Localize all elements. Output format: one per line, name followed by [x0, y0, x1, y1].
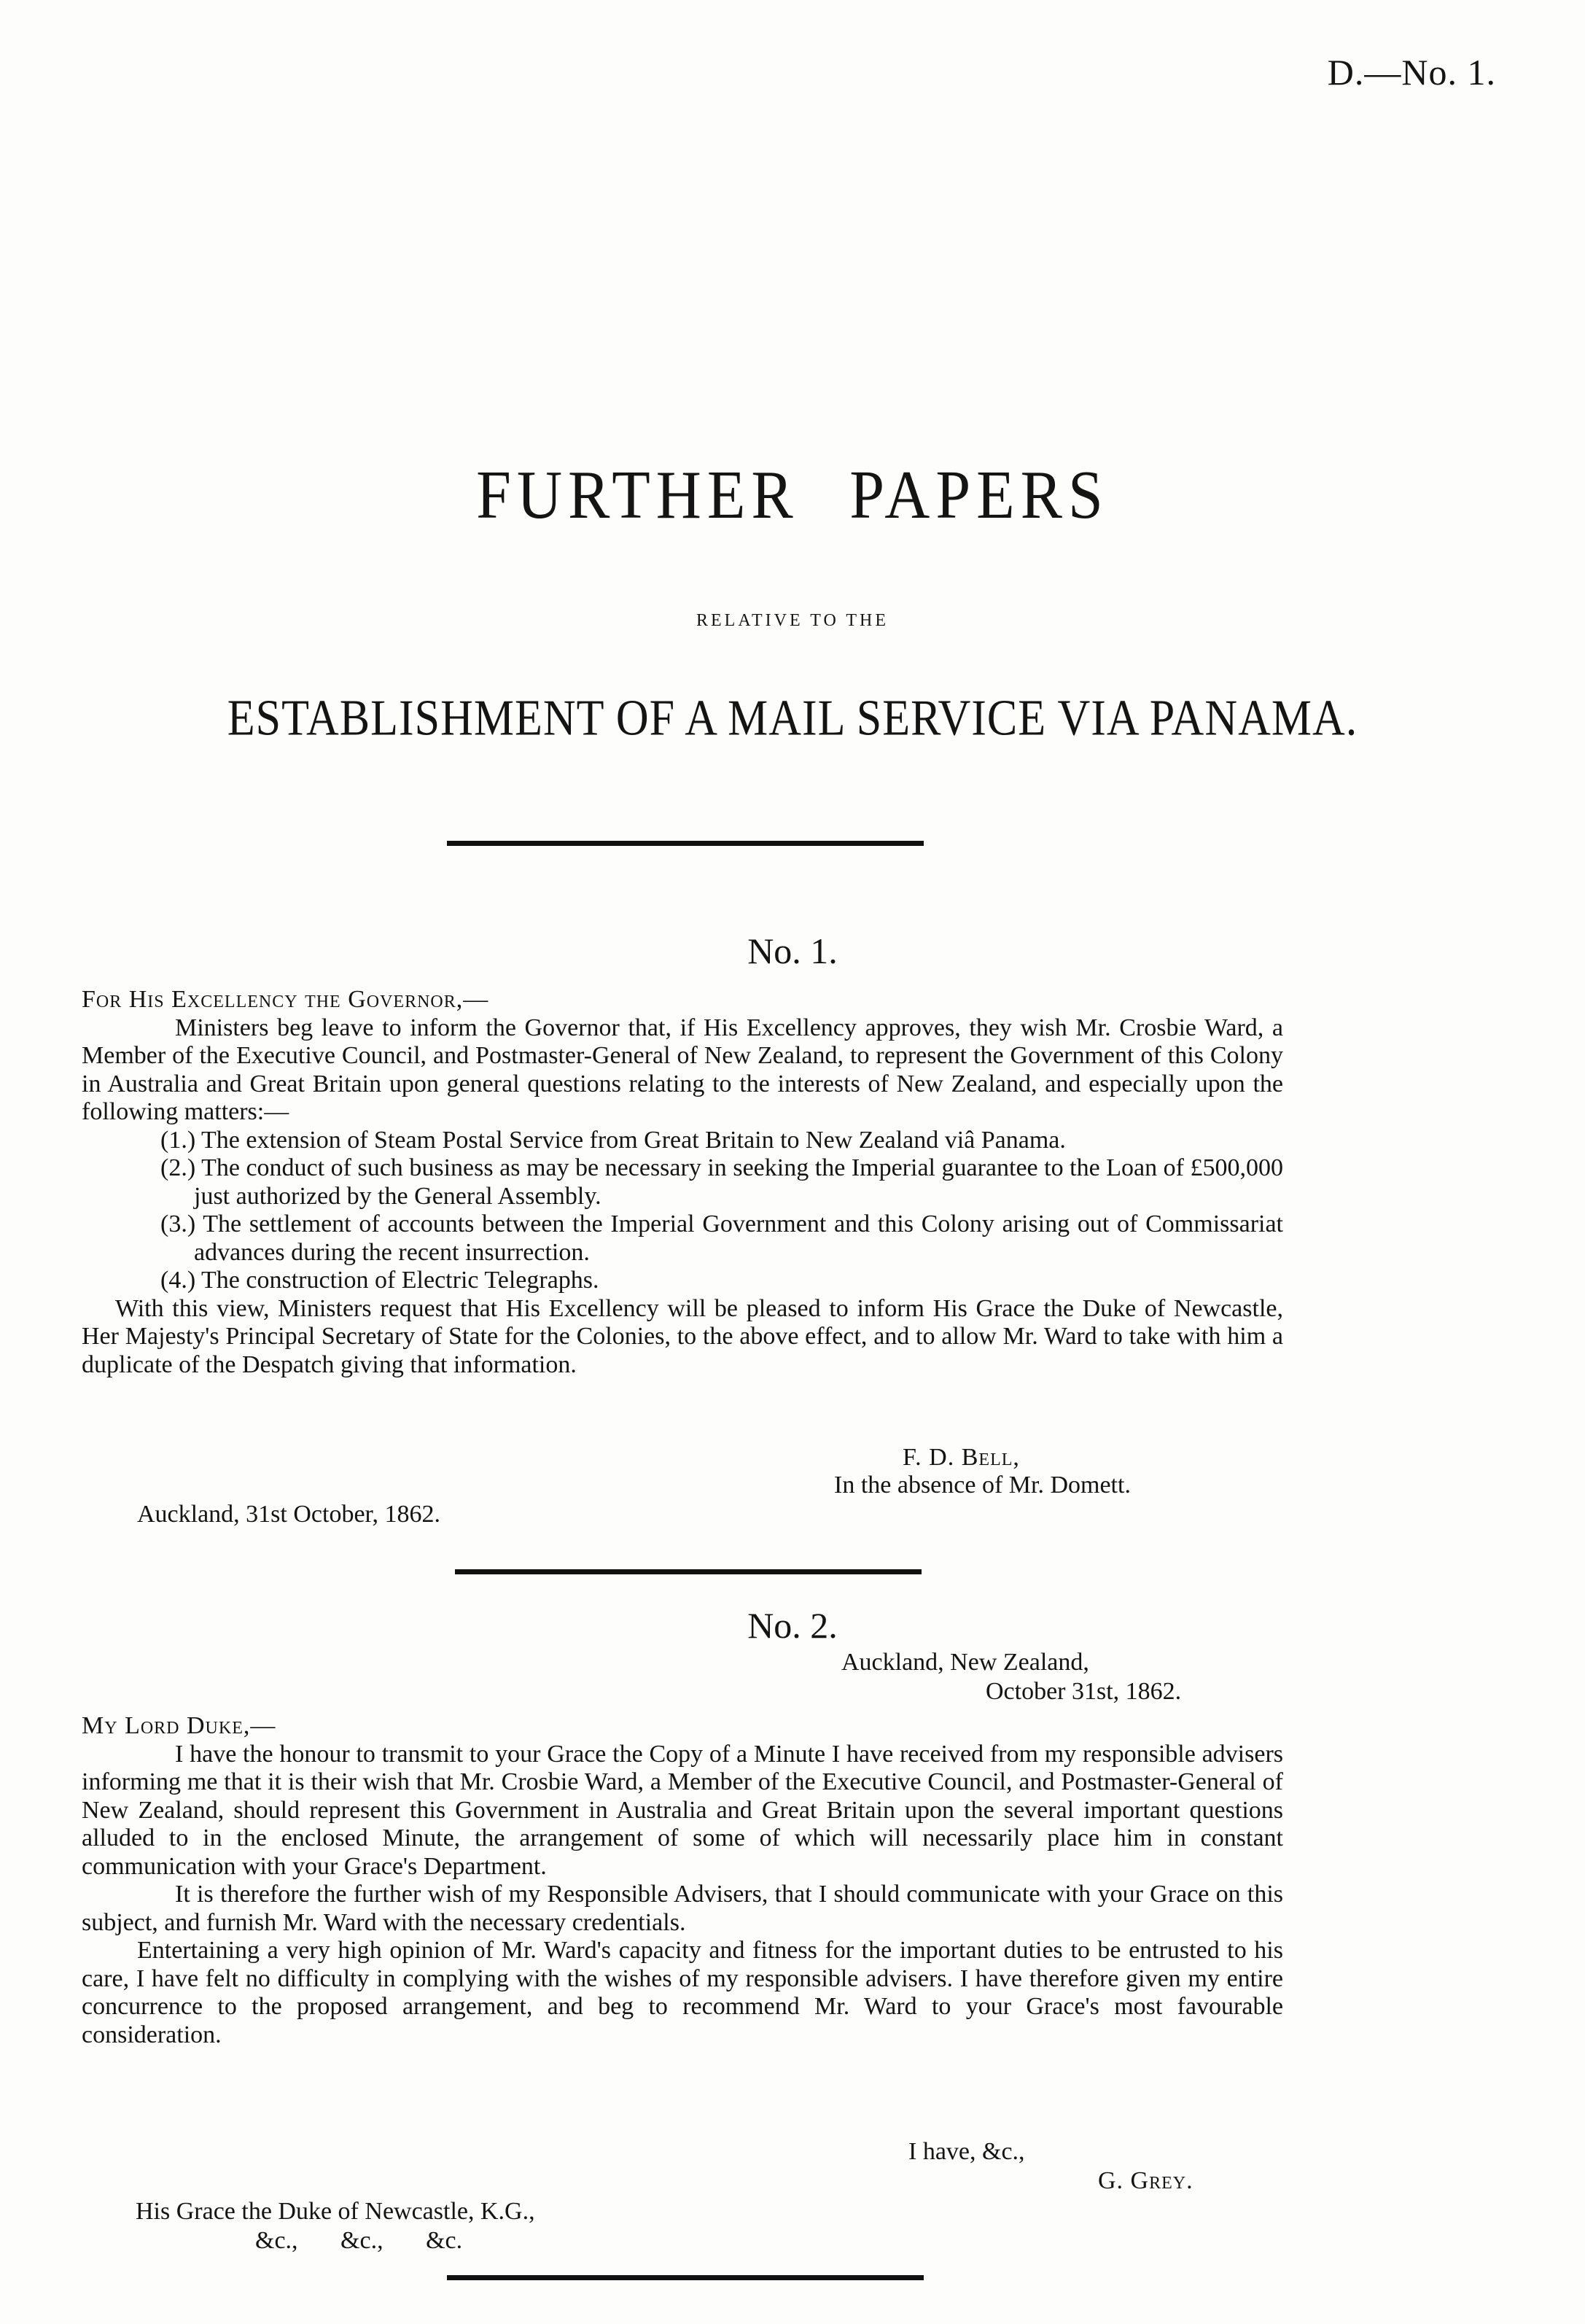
divider-rule [447, 841, 924, 846]
doc2-address-line-1: Auckland, New Zealand, [841, 1649, 1089, 1676]
doc2-paragraph-1: I have the honour to transmit to your Grace the Copy of a Minute I have received from my responsible advisers informing me that it is their wish that Mr. Crosbie Ward, a Member of the Executive Council, and Postmaster-General of New Zealand, should represent this Government in Australia and Great Britain upon the several important questions alluded to in the enclosed Minute, the arrangement of some of which will necessarily place him in constant communication with your Grace's Department. [82, 1740, 1283, 1880]
doc2-body [82, 1712, 1283, 2049]
doc1-signature-note: In the absence of Mr. Domett. [834, 1472, 1131, 1499]
list-item: (4.) The construction of Electric Telegraphs. [160, 1267, 599, 1294]
doc1-body [82, 986, 1283, 1379]
list-item: (3.) The settlement of accounts between the Imperial Government and this Colony arising out of Commissariat advances during the recent insurrection. [160, 1210, 1283, 1266]
doc1-paragraph-2: With this view, Ministers request that His Excellency will be pleased to inform His Grace the Duke of Newcastle, Her Majesty's Principal Secretary of State for the Colonies, to the above effect, and to allow Mr. Ward to take with him a duplicate of the Despatch giving that information. [82, 1294, 1283, 1378]
list-item: (1.) The extension of Steam Postal Service from Great Britain to New Zealand viâ Panama. [160, 1126, 1066, 1154]
doc1-salutation: For His Excellency the Governor,— [82, 986, 489, 1013]
document-reference: D.—No. 1. [1327, 52, 1496, 93]
list-item: (2.) The conduct of such business as may be necessary in seeking the Imperial guarantee to the Loan of £500,000 just authorized by the General Assembly. [160, 1154, 1283, 1210]
doc2-address-line-2: October 31st, 1862. [986, 1678, 1182, 1705]
divider-rule [447, 2275, 924, 2280]
doc1-number: No. 1. [747, 930, 838, 971]
doc2-signature: G. Grey. [1098, 2167, 1193, 2194]
doc2-recipient-line-2: &c., &c., &c. [255, 2227, 463, 2254]
doc1-matters-list [82, 1127, 1283, 1295]
doc2-recipient-line-1: His Grace the Duke of Newcastle, K.G., [136, 2198, 535, 2225]
doc1-signature-name: F. D. Bell, [903, 1444, 1020, 1471]
page-subtitle: ESTABLISHMENT OF A MAIL SERVICE VIA PANAMA. [227, 690, 1358, 747]
page-title: FURTHER PAPERS [476, 456, 1109, 533]
doc1-paragraph-1: Ministers beg leave to inform the Governor that, if His Excellency approves, they wish Mr. Crosbie Ward, a Member of the Executive Council, and Postmaster-General of New Zealand, to represent the Government of this Colony in Australia and Great Britain upon general questions relating to the interests of New Zealand, and especially upon the following matters:— [82, 1014, 1283, 1125]
doc2-paragraph-3: Entertaining a very high opinion of Mr. Ward's capacity and fitness for the important duties to be entrusted to his care, I have felt no difficulty in complying with the wishes of my responsible advisers. I have therefore given my entire concurrence to the proposed arrangement, and beg to recommend Mr. Ward to your Grace's most favourable consideration. [82, 1937, 1283, 2048]
doc2-salutation: My Lord Duke,— [82, 1712, 276, 1739]
doc2-paragraph-2: It is therefore the further wish of my Responsible Advisers, that I should communicate with your Grace on this subject, and furnish Mr. Ward with the necessary credentials. [82, 1881, 1283, 1936]
doc2-number: No. 2. [747, 1605, 838, 1646]
doc1-place-date: Auckland, 31st October, 1862. [137, 1501, 441, 1528]
divider-rule [455, 1569, 922, 1574]
title-connector: RELATIVE TO THE [696, 611, 889, 630]
doc2-closing: I have, &c., [908, 2138, 1025, 2165]
